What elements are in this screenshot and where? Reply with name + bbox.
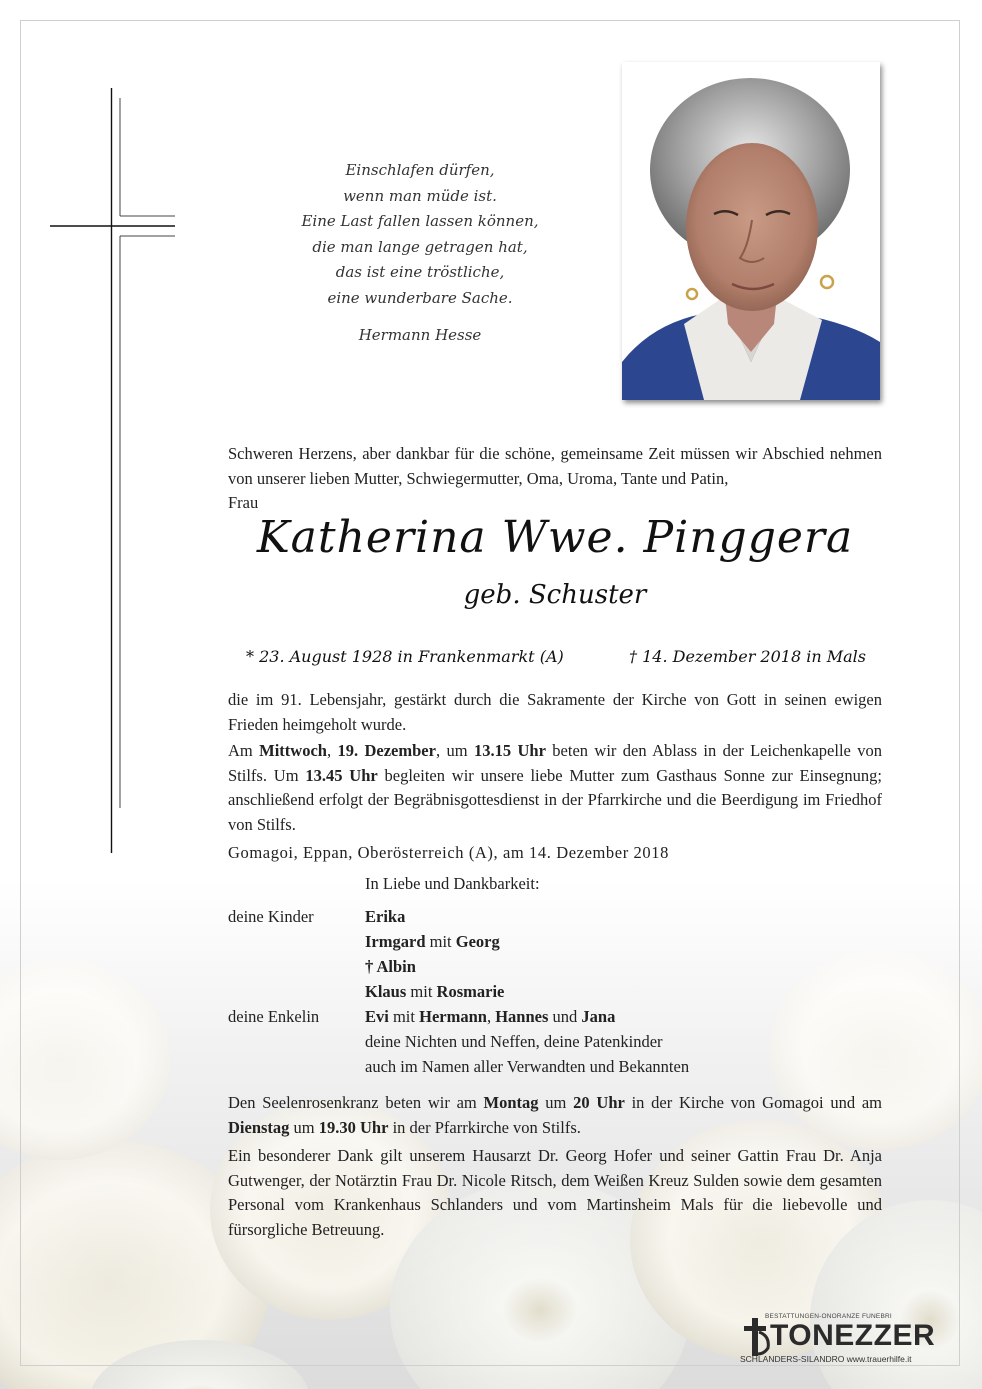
quote-line: Einschlafen dürfen,: [345, 161, 495, 179]
family-row: [228, 904, 882, 929]
funeral-text: [228, 739, 882, 837]
birth-date: * 23. August 1928 in Frankenmarkt (A): [246, 647, 564, 666]
connector-text: mit: [425, 932, 456, 951]
kinder-label: deine Kinder: [228, 907, 314, 926]
rosary-day: Montag: [483, 1093, 539, 1112]
quote-block: [275, 158, 565, 349]
family-row: [228, 1054, 882, 1079]
rosary-text-part: um: [289, 1117, 319, 1137]
child-name: [365, 904, 405, 929]
in-liebe-line: In Liebe und Dankbarkeit:: [365, 874, 540, 893]
child-name: Irmgard: [365, 932, 426, 951]
connector-text: mit: [388, 1007, 420, 1026]
portrait-photo: [622, 62, 880, 400]
child-name: Klaus: [365, 982, 407, 1001]
quote-line: das ist eine tröstliche,: [335, 263, 505, 281]
connector-text: mit: [406, 982, 437, 1001]
rosary-text-part: in der Kirche von Gomagoi und am: [624, 1093, 882, 1112]
spouse-name: Rosmarie: [436, 982, 505, 1001]
connector-text: und: [548, 1007, 582, 1026]
relatives-line: auch im Namen aller Verwandten und Bekannten: [365, 1057, 690, 1076]
intro-sentence: Schweren Herzens, aber dankbar für die schöne, gemeinsame Zeit müssen wir Abschied nehmen von unserer lieben Mutter, Schwiegermutter, Oma, Uroma, Tante und Patin,: [228, 444, 882, 488]
rosary-time: 20 Uhr: [573, 1093, 625, 1112]
funeral-date: 19. Dezember: [337, 741, 436, 760]
enkel-label: deine Enkelin: [228, 1007, 320, 1026]
funeral-text-part: begleiten wir unsere liebe Mutter zum Gasthaus Sonne zur Einsegnung; anschließend erfolgt der Begräbnisgottesdienst in der Pfarrkirche und die Beerdigung im Friedhof von Stilfs.: [228, 765, 882, 834]
rosary-day: Dienstag: [228, 1117, 290, 1137]
family-row: [228, 954, 882, 979]
cross-icon: [50, 88, 175, 853]
funeral-text-part: Am: [228, 741, 260, 760]
funeral-text-part: , um: [435, 741, 474, 760]
funeral-time-procession: 13.45 Uhr: [305, 765, 378, 785]
family-row: [228, 1029, 882, 1054]
family-row: [228, 1004, 882, 1029]
logo-tagline: BESTATTUNGEN-ONORANZE FUNEBRI: [765, 1313, 892, 1320]
intro-text: [228, 442, 882, 516]
spouse-name: Georg: [455, 932, 500, 951]
death-date: † 14. Dezember 2018 in Mals: [629, 647, 866, 666]
deceased-name: Katherina Wwe. Pinggera: [256, 512, 854, 563]
deceased-birth-name: geb. Schuster: [463, 580, 647, 610]
rosary-text-part: Den Seelenrosenkranz beten wir am: [228, 1093, 484, 1112]
rosary-text-part: in der Pfarrkirche von Stilfs.: [388, 1117, 581, 1137]
rosary-time: 19.30 Uhr: [318, 1117, 389, 1137]
great-grandchild-name: Jana: [581, 1007, 616, 1026]
rosary-text-part: um: [538, 1093, 574, 1112]
intro-frau: Frau: [228, 493, 259, 512]
quote-line: eine wunderbare Sache.: [327, 288, 513, 307]
passing-text: die im 91. Lebensjahr, gestärkt durch die Sakramente der Kirche von Gott in seinen ewigen Frieden heimgeholt wurde.: [228, 690, 882, 734]
nieces-line: deine Nichten und Neffen, deine Patenkinder: [365, 1032, 663, 1051]
logo-website: SCHLANDERS-SILANDRO www.trauerhilfe.it: [740, 1354, 912, 1364]
rosary-text: [228, 1091, 882, 1140]
tonezzer-logo-icon: [742, 1318, 770, 1356]
thanks-text: Ein besonderer Dank gilt unserem Hausarzt Dr. Georg Hofer und seiner Gattin Frau Dr. Anja Gutwenger, der Notärztin Frau Dr. Nicole Ritsch, dem Weißen Kreuz Sulden sowie dem gesamten Personal vom Krankenhaus Schlanders und vom Martinsheim Mals für die liebevolle und fürsorgliche Betreuung.: [228, 1146, 882, 1239]
funeral-text-part: ,: [326, 741, 338, 760]
quote-line: die man lange getragen hat,: [312, 237, 528, 256]
family-row: [228, 929, 882, 954]
quote-line: Eine Last fallen lassen können,: [301, 212, 539, 230]
child-name: Erika: [365, 907, 406, 926]
grandchild-spouse-name: Hermann: [419, 1007, 487, 1026]
place-date: Gomagoi, Eppan, Oberösterreich (A), am 14. Dezember 2018: [228, 843, 669, 862]
child-name: † Albin: [365, 957, 416, 976]
connector-text: ,: [486, 1007, 496, 1026]
funeral-text-part: beten wir den Ablass in der Leichenkapelle von Stilfs. Um: [228, 741, 883, 785]
funeral-day: Mittwoch: [259, 741, 327, 760]
great-grandchild-name: Hannes: [495, 1007, 549, 1026]
quote-author: Hermann Hesse: [358, 326, 482, 344]
logo-name: TONEZZER: [770, 1319, 936, 1352]
family-row: [228, 979, 882, 1004]
grandchild-name: Evi: [365, 1007, 389, 1026]
funeral-time-ablass: 13.15 Uhr: [473, 741, 546, 760]
quote-line: wenn man müde ist.: [343, 186, 497, 205]
